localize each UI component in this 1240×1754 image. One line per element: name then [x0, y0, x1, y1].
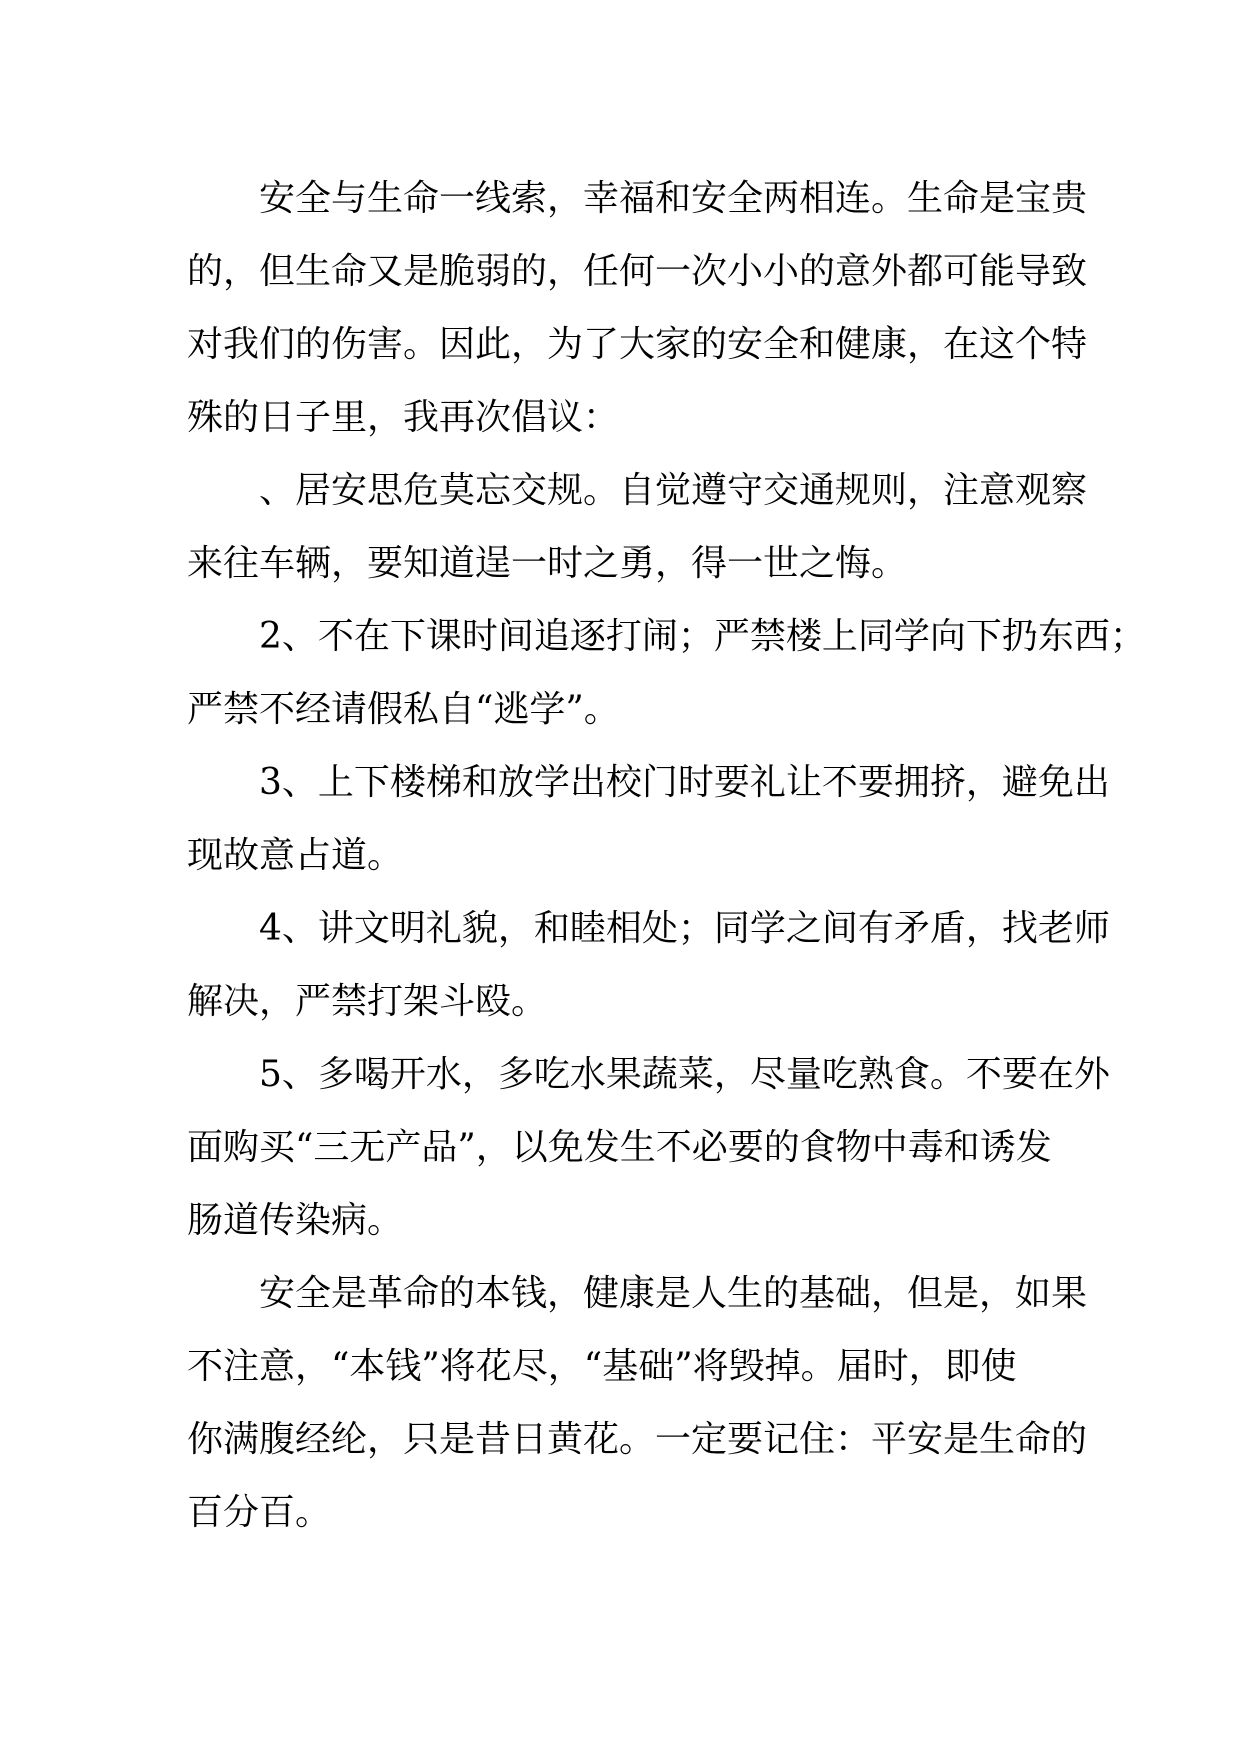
paragraph-line: 对我们的伤害。因此，为了大家的安全和健康，在这个特: [187, 324, 1088, 365]
paragraph-line: 4、讲文明礼貌，和睦相处；同学之间有矛盾，找老师: [259, 908, 1110, 949]
paragraph-line: 殊的日子里，我再次倡议：: [187, 397, 620, 438]
paragraph-line: 安全是革命的本钱，健康是人生的基础，但是，如果: [259, 1273, 1088, 1314]
paragraph-line: 不注意，“本钱”将花尽，“基础”将毁掉。届时，即使: [187, 1346, 1017, 1387]
paragraph-line: 3、上下楼梯和放学出校门时要礼让不要拥挤，避免出: [259, 762, 1110, 803]
paragraph-line: 肠道传染病。: [187, 1200, 404, 1241]
paragraph-line: 2、不在下课时间追逐打闹；严禁楼上同学向下扔东西；: [259, 616, 1146, 657]
paragraph-line: 解决，严禁打架斗殴。: [187, 981, 548, 1022]
paragraph-line: 5、多喝开水，多吃水果蔬菜，尽量吃熟食。不要在外: [259, 1054, 1110, 1095]
paragraph-line: 来往车辆，要知道逞一时之勇，得一世之悔。: [187, 543, 908, 584]
paragraph-line: 现故意占道。: [187, 835, 404, 876]
paragraph-line: 安全与生命一线索，幸福和安全两相连。生命是宝贵: [259, 178, 1088, 219]
paragraph-line: 你满腹经纶，只是昔日黄花。一定要记住：平安是生命的: [187, 1419, 1088, 1460]
paragraph-line: 严禁不经请假私自“逃学”。: [187, 689, 620, 730]
paragraph-line: 、居安思危莫忘交规。自觉遵守交通规则，注意观察: [259, 470, 1088, 511]
document-body: [187, 162, 1146, 1549]
paragraph-line: 百分百。: [187, 1492, 332, 1533]
paragraph-line: 的，但生命又是脆弱的，任何一次小小的意外都可能导致: [187, 251, 1088, 292]
paragraph-line: 面购买“三无产品”，以免发生不必要的食物中毒和诱发: [187, 1127, 1052, 1168]
